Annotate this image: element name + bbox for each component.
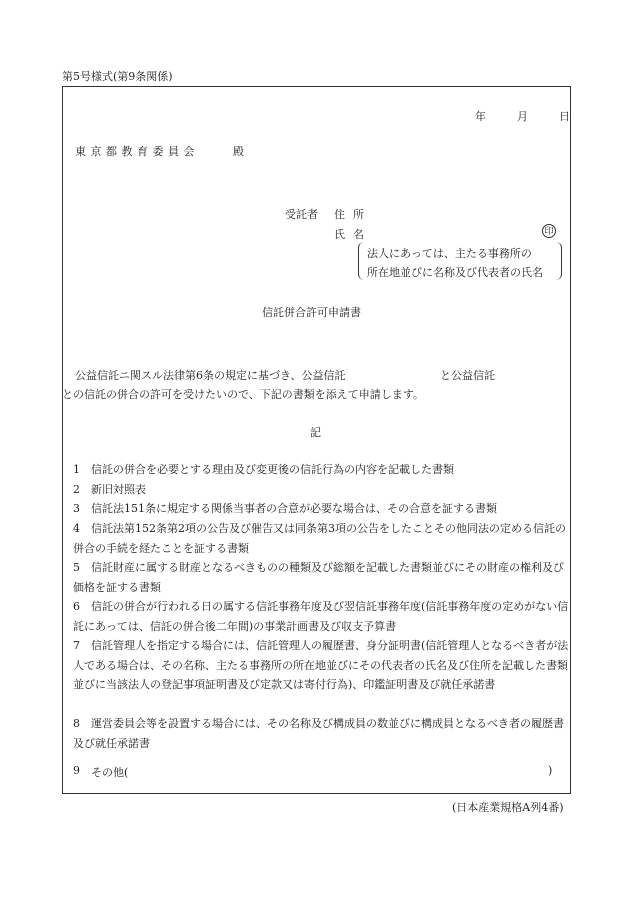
item-number: 2 bbox=[73, 483, 80, 496]
item-text: 運営委員会等を設置する場合には、その名称及び構成員の数並びに構成員となるべき者の履歴書及び就任承諾書 bbox=[73, 717, 564, 750]
item-number: 5 bbox=[73, 561, 80, 574]
list-item bbox=[73, 519, 569, 558]
list-item bbox=[73, 714, 569, 753]
body-text-line2: との信託の併合の許可を受けたいので、下記の書類を添えて申請します。 bbox=[62, 388, 424, 401]
trustee-label: 受託者 bbox=[285, 208, 318, 221]
corporate-note-line2: 所在地並びに名称及び代表者の氏名 bbox=[367, 266, 543, 279]
item-number: 3 bbox=[73, 502, 80, 515]
item-number: 8 bbox=[73, 717, 80, 730]
list-item bbox=[73, 480, 569, 500]
item-number: 7 bbox=[73, 639, 80, 652]
address-label: 住所 bbox=[334, 208, 372, 221]
date-month: 月 bbox=[517, 110, 528, 123]
item-text: 信託の併合を必要とする理由及び変更後の信託行為の内容を記載した書類 bbox=[91, 463, 454, 476]
item9-close-paren: ) bbox=[548, 764, 553, 777]
list-item bbox=[73, 499, 569, 519]
item9-label: その他( bbox=[91, 766, 129, 779]
list-item bbox=[73, 460, 569, 480]
list-item bbox=[73, 558, 569, 597]
item-text: 信託法151条に規定する関係当事者の合意が必要な場合は、その合意を証する書類 bbox=[91, 502, 497, 515]
ki-heading: 記 bbox=[310, 426, 321, 439]
item-number: 4 bbox=[73, 522, 80, 535]
document-title: 信託併合許可申請書 bbox=[262, 306, 361, 319]
addressee: 東京都教育委員会 bbox=[75, 145, 199, 158]
date-line bbox=[475, 108, 570, 124]
body-text-line1: 公益信託ニ関スル法律第6条の規定に基づき、公益信託 bbox=[75, 369, 346, 382]
date-year: 年 bbox=[475, 110, 486, 123]
name-label: 氏名 bbox=[334, 228, 372, 241]
item-text: 信託財産に属する財産となるべきものの種類及び総額を記載した書類並びにその財産の権利及び価格を証する書類 bbox=[73, 561, 564, 594]
item-text: 新旧対照表 bbox=[91, 483, 146, 496]
body-text-line1-mid: と公益信託 bbox=[440, 369, 495, 382]
item-number: 6 bbox=[73, 600, 80, 613]
item-text: 信託法第152条第2項の公告及び催告又は同条第3項の公告をしたことその他同法の定める信託の併合の手続を経たことを証する書類 bbox=[73, 522, 566, 555]
date-day: 日 bbox=[559, 110, 570, 123]
list-item bbox=[73, 597, 569, 636]
item-text: 信託の併合が行われる日の属する信託事務年度及び翌信託事務年度(信託事務年度の定めがない信託にあっては、信託の併合後二年間)の事業計画書及び収支予算書 bbox=[73, 600, 569, 633]
form-number-label: 第5号様式(第9条関係) bbox=[62, 70, 173, 83]
item-text: 信託管理人を指定する場合には、信託管理人の履歴書、身分証明書(信託管理人となるべき者が法人である場合は、その名称、主たる事務所の所在地並びにその代表者の氏名及び住所を記載した書類並びに当該法人の登記事項証明書及び定款又は寄付行為)、印鑑証明書及び就任承諾書 bbox=[73, 639, 569, 692]
seal-mark: 印 bbox=[542, 224, 556, 238]
item-number: 1 bbox=[73, 463, 80, 476]
item-number: 9 bbox=[73, 764, 80, 777]
paper-size-note: (日本産業規格A列4番) bbox=[452, 801, 564, 814]
honorific: 殿 bbox=[233, 145, 244, 158]
list-item bbox=[73, 636, 569, 695]
corporate-note-line1: 法人にあっては、主たる事務所の bbox=[367, 247, 532, 260]
